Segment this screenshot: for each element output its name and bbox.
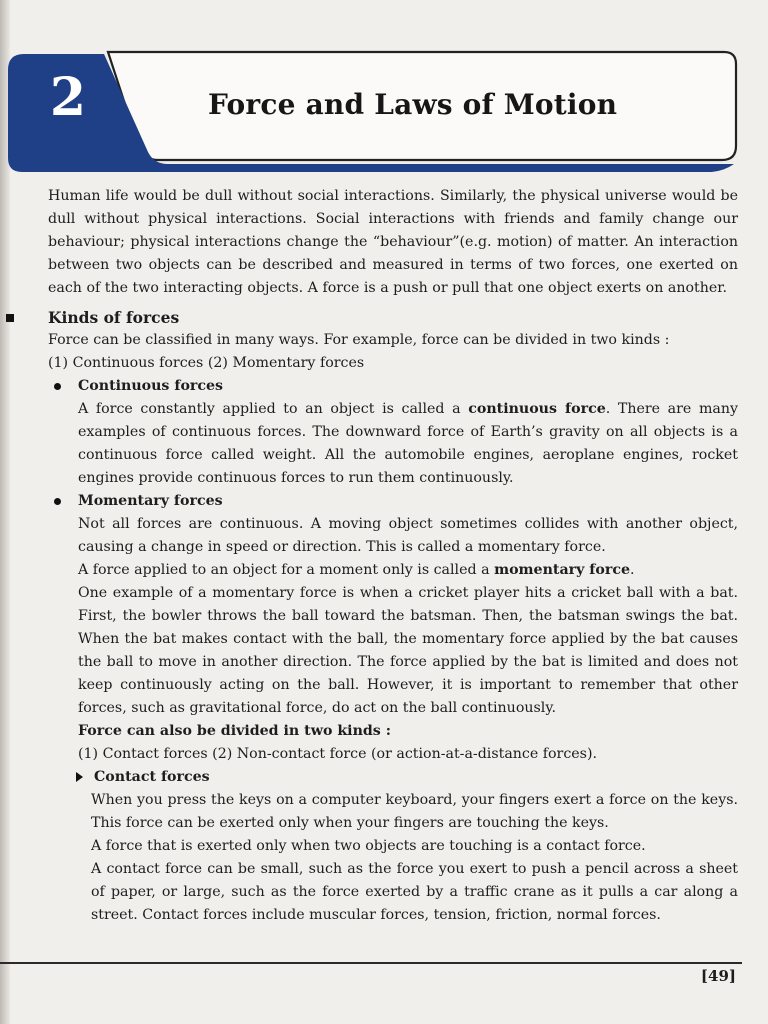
kinds-of-forces-heading: Kinds of forces: [48, 306, 738, 329]
page-number: [49]: [700, 967, 736, 985]
footer-rule: [0, 962, 742, 964]
contact-paragraph-3: A contact force can be small, such as the force you exert to push a pencil across a sheet of paper, or large, such as the force exerted by a traffic crane as it pulls a car along a street. Contact forces include muscular forces, tension, friction, normal forces.: [91, 861, 738, 923]
also-divided-line: (1) Contact forces (2) Non-contact force (or action-at-a-distance forces).: [78, 746, 598, 762]
dot-bullet-icon: [54, 498, 61, 505]
kinds-line-1: Force can be classified in many ways. For example, force can be divided in two kinds :: [48, 332, 670, 348]
page-content: [48, 185, 738, 927]
contact-paragraph-2: A force that is exerted only when two objects are touching is a contact force.: [91, 838, 646, 854]
contact-forces-heading: Contact forces: [48, 766, 738, 789]
dot-bullet-icon: [54, 383, 61, 390]
chapter-title: Force and Laws of Motion: [208, 88, 618, 121]
continuous-forces-paragraph: A force constantly applied to an object is called a continuous force. There are many examples of continuous forces. The downward force of Earth’s gravity on all objects is a continuous force called weight. All the automobile engines, aeroplane engines, rocket engines provide continuous forces to run them continuously.: [78, 401, 739, 486]
momentary-paragraph-3: One example of a momentary force is when a cricket player hits a cricket ball with a bat. First, the bowler throws the ball toward the batsman. Then, the batsman swings the bat. When the bat makes contact with the ball, the momentary force applied by the bat causes the ball to move in another direction. The force applied by the bat is limited and does not keep continuously acting on the ball. However, it is important to remember that other forces, such as gravitational force, do act on the ball continuously.: [78, 585, 738, 716]
momentary-paragraph-1: Not all forces are continuous. A moving object sometimes collides with another object, causing a change in speed or direction. This is called a momentary force.: [78, 516, 738, 555]
kinds-line-2: (1) Continuous forces (2) Momentary forces: [48, 355, 365, 371]
momentary-forces-heading: Momentary forces: [48, 490, 738, 513]
chapter-number: 2: [49, 67, 87, 128]
contact-paragraph-1: When you press the keys on a computer keyboard, your fingers exert a force on the keys. This force can be exerted only when your fingers are touching the keys.: [91, 792, 738, 831]
arrow-bullet-icon: [76, 772, 83, 782]
chapter-header: [8, 48, 742, 172]
intro-paragraph: Human life would be dull without social interactions. Similarly, the physical universe would be dull without physical interactions. Social interactions with friends and family change our behaviour; physical interactions change the “behaviour”(e.g. motion) of matter. An interaction between two objects can be described and measured in terms of two forces, one exerted on each of the two interacting objects. A force is a push or pull that one object exerts on another.: [48, 188, 738, 296]
momentary-paragraph-2: A force applied to an object for a moment only is called a momentary force.: [78, 562, 635, 578]
also-divided-heading: Force can also be divided in two kinds :: [78, 723, 391, 739]
square-bullet-icon: [6, 314, 14, 322]
continuous-forces-heading: Continuous forces: [48, 375, 738, 398]
